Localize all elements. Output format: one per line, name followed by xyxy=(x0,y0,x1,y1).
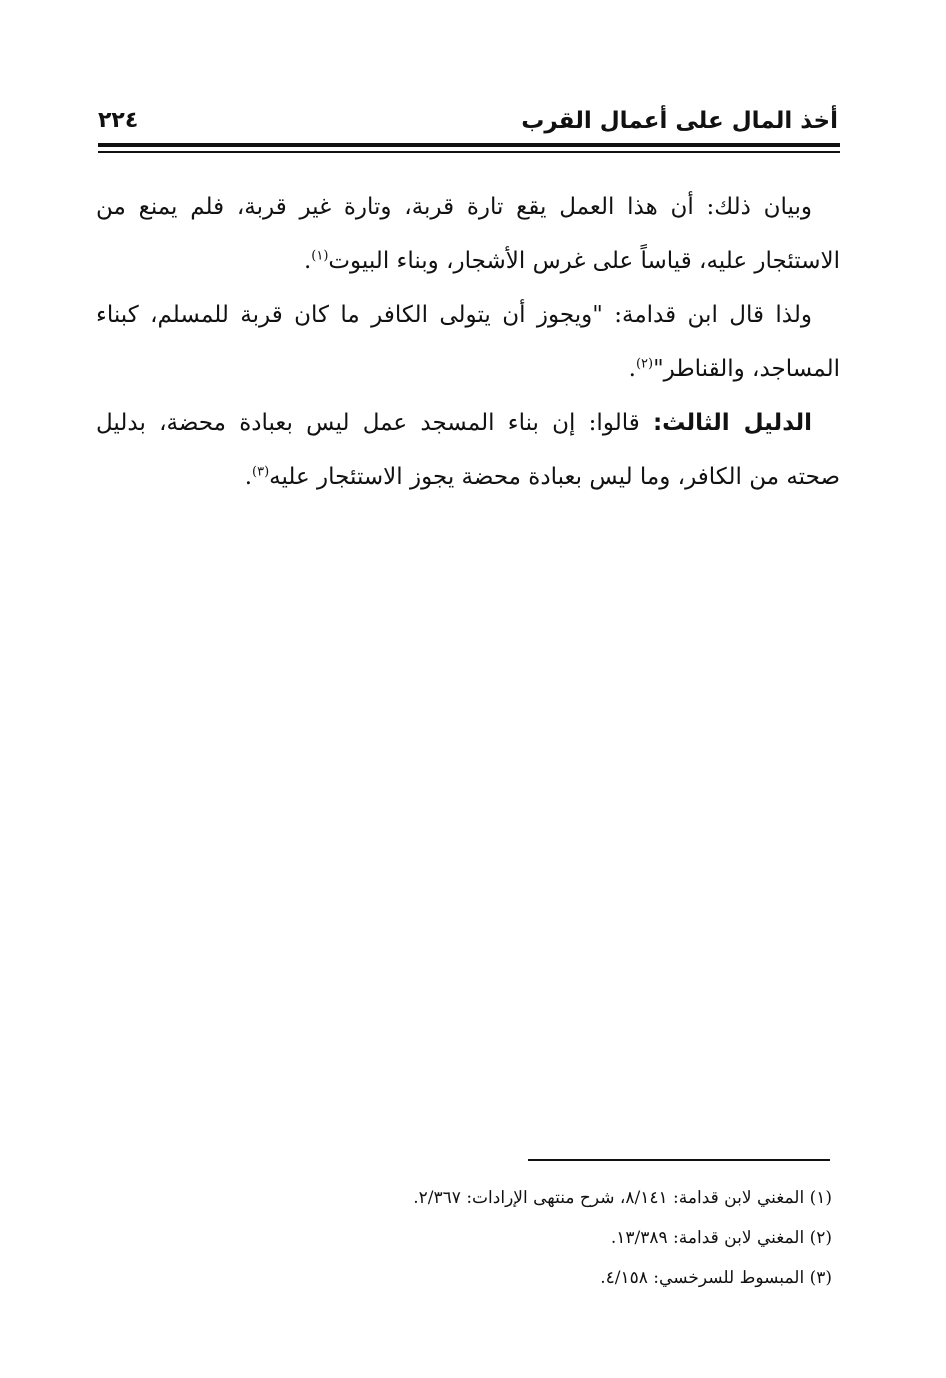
paragraph-text: قالوا: إن بناء المسجد عمل ليس بعبادة محضة، بدليل صحته من الكافر، وما ليس بعبادة محضة يجوز الاستئجار عليه xyxy=(96,410,840,490)
footnote-2: (٢) المغني لابن قدامة: ١٣/٣٨٩. xyxy=(610,1228,832,1248)
footnote-1: (١) المغني لابن قدامة: ٨/١٤١، شرح منتهى الإرادات: ٢/٣٦٧. xyxy=(413,1188,832,1208)
footnote-3: (٣) المبسوط للسرخسي: ٤/١٥٨. xyxy=(600,1268,832,1288)
header-rule-thick xyxy=(98,143,840,147)
page-number: ٢٢٤ xyxy=(98,108,139,133)
paragraph-text: ولذا قال ابن قدامة: "ويجوز أن يتولى الكافر ما كان قربة للمسلم، كبناء المساجد، والقناطر" xyxy=(96,302,840,382)
paragraph-1 xyxy=(96,180,840,288)
paragraph-lead: الدليل الثالث: xyxy=(652,410,812,436)
footnote-ref-1[interactable]: (١) xyxy=(311,248,329,264)
page-header xyxy=(98,104,838,144)
footnote-ref-2[interactable]: (٢) xyxy=(635,356,654,372)
footnote-ref-3[interactable]: (٣) xyxy=(252,464,270,480)
paragraph-tail: . xyxy=(244,464,252,490)
paragraph-2 xyxy=(96,288,840,396)
running-title: أخذ المال على أعمال القرب xyxy=(521,108,838,134)
main-text xyxy=(96,180,840,504)
footnote-separator xyxy=(528,1159,830,1161)
paragraph-3 xyxy=(96,396,840,504)
paragraph-tail: . xyxy=(303,248,312,274)
header-rule-thin xyxy=(98,151,840,153)
paragraph-tail: . xyxy=(628,356,636,382)
paragraph-text: وبيان ذلك: أن هذا العمل يقع تارة قربة، وتارة غير قربة، فلم يمنع من الاستئجار عليه، قياساً على غرس الأشجار، وبناء البيوت xyxy=(96,194,840,274)
footnotes xyxy=(300,1178,832,1298)
